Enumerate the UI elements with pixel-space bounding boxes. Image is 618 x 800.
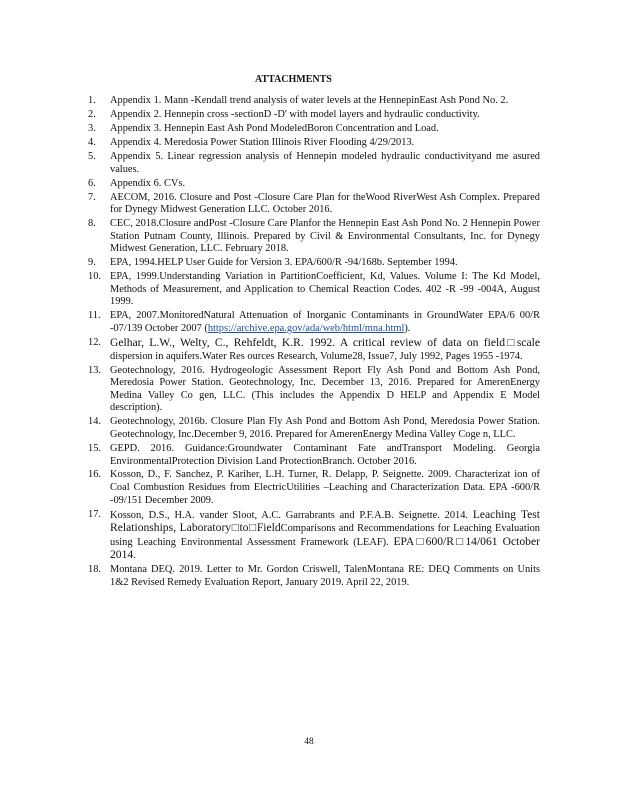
reference-text: Geotechnology, 2016b. Closure Plan Fly Ash Pond and Bottom Ash Pond, Meredosia Power Station. Geotechnology, Inc.December 9, 2016. Prepared for AmerenEnergy Medina Valley Coge n, LLC. — [110, 416, 540, 440]
reference-item-12 — [84, 337, 540, 363]
reference-number: 7. — [88, 191, 96, 203]
reference-item-4 — [84, 137, 540, 150]
reference-text: EPA, 1999.Understanding Variation in PartitionCoefficient, Kd, Values. Volume I: The Kd Model, Methods of Measurement, and Application to Chemical Reaction Codes. 402 -R -99 -004A, August 1999. — [110, 271, 540, 308]
reference-text: EPA, 2007.MonitoredNatural Attenuation of Inorganic Contaminants in GroundWater EPA/6 00/R -07/139 October 2007 ( — [110, 310, 540, 334]
reference-text: Appendix 6. CVs. — [110, 177, 186, 189]
reference-item-2 — [84, 109, 540, 122]
reference-text: CEC, 2018.Closure andPost -Closure Care Planfor the Hennepin East Ash Pond No. 2 Hennepin Power Station Putnam County, Illinois. Prepared by Civil & Environmental Consultants, Inc. for Dynegy Midwest Generation, LLC. February 2018. — [110, 218, 540, 255]
reference-item-10 — [84, 271, 540, 309]
reference-text: Geotechnology, 2016. Hydrogeologic Assessment Report Fly Ash Pond and Bottom Ash Pond, Meredosia Power Station. Geotechnology, Inc. December 13, 2016. Prepared for AmerenEnergy Medina Valley Co gen, LLC. (This includes the Appendix D HELP and Appendix E Model description). — [110, 364, 540, 414]
reference-number: 15. — [88, 442, 101, 454]
reference-text-after: Comparisons and Recommendations for Leaching Evaluation using Leaching Environmental Assessment Framework (LEAF). — [110, 523, 541, 548]
reference-number: 5. — [88, 150, 96, 162]
reference-item-7 — [84, 192, 540, 217]
reference-text: Kosson, D.S., H.A. vander Sloot, A.C. Garrabrants and P.F.A.B. Seignette. 2014. — [110, 509, 473, 521]
reference-item-11 — [84, 310, 540, 335]
reference-text-large: Gelhar, L.W., Welty, C., Rehfeldt, K.R. 1992. A critical review of data on field□scale — [110, 335, 540, 349]
reference-number: 18. — [88, 564, 101, 576]
reference-number: 10. — [88, 271, 101, 283]
reference-text-wrap — [110, 337, 540, 363]
reference-list — [84, 95, 540, 591]
reference-number: 11. — [88, 310, 101, 322]
reference-number: 1. — [88, 95, 96, 106]
epa-mna-link[interactable]: https://archive.epa.gov/ada/web/html/mna.html — [207, 323, 405, 334]
reference-number: 12. — [88, 336, 101, 348]
reference-item-14 — [84, 416, 540, 441]
reference-text-wrap — [110, 509, 540, 563]
reference-item-8 — [84, 218, 540, 256]
reference-number: 13. — [88, 364, 101, 376]
reference-text: Appendix 5. Linear regression analysis of Hennepin modeled hydraulic conductivityand me asured values. — [110, 150, 540, 175]
reference-text-large-end: EPA□600/R□14/061 October 2014. — [110, 534, 540, 562]
reference-number: 3. — [88, 122, 96, 134]
reference-number: 4. — [88, 136, 96, 148]
reference-text: EPA, 1994.HELP User Guide for Version 3. EPA/600/R -94/168b. September 1994. — [110, 257, 458, 269]
reference-text: Appendix 3. Hennepin East Ash Pond ModeledBoron Concentration and Load. — [110, 122, 439, 134]
reference-item-1 — [84, 95, 540, 108]
reference-number: 2. — [88, 108, 96, 120]
reference-text: Appendix 4. Meredosia Power Station Illinois River Flooding 4/29/2013. — [110, 136, 415, 148]
reference-text: Kosson, D., F. Sanchez, P. Kariher, L.H. Turner, R. Delapp, P. Seignette. 2009. Characterizat ion of Coal Combustion Residues from ElectricUtilities –Leaching and Characterization Data. EPA -600/R -09/151 December 2009. — [110, 469, 540, 506]
reference-text-after: ). — [404, 323, 411, 334]
reference-item-3 — [84, 123, 540, 136]
reference-text-large: Leaching Test Relationships, Laboratory□to□Field — [110, 507, 540, 535]
reference-text: AECOM, 2016. Closure and Post -Closure Care Plan for theWood RiverWest Ash Complex. Prepared for Dynegy Midwest Generation LLC. October 2016. — [110, 191, 540, 216]
reference-item-16 — [84, 469, 540, 507]
reference-item-15 — [84, 443, 540, 468]
attachments-heading: ATTACHMENTS — [255, 74, 332, 85]
reference-text: GEPD. 2016. Guidance:Groundwater Contaminant Fate andTransport Modeling. Georgia EnvironmentalProtection Division Land ProtectionBranch. October 2016. — [110, 442, 540, 467]
reference-item-6 — [84, 178, 540, 191]
reference-text: Appendix 1. Mann -Kendall trend analysis of water levels at the HennepinEast Ash Pond No. 2. — [110, 95, 509, 106]
reference-number: 9. — [88, 257, 96, 269]
reference-text-wrap — [110, 310, 540, 335]
reference-item-9 — [84, 257, 540, 270]
reference-item-5 — [84, 151, 540, 176]
reference-number: 6. — [88, 177, 96, 189]
reference-item-18 — [84, 564, 540, 589]
reference-text: dispersion in aquifers.Water Res ources Research, Volume28, Issue7, July 1992, Pages 1955 -1974. — [110, 350, 523, 362]
reference-text: Montana DEQ. 2019. Letter to Mr. Gordon Criswell, TalenMontana RE: DEQ Comments on Units 1&2 Revised Remedy Evaluation Report, January 2019. April 22, 2019. — [110, 564, 540, 589]
reference-number: 16. — [88, 469, 101, 481]
page-number: 48 — [304, 737, 314, 747]
reference-text: Appendix 2. Hennepin cross -sectionD -D' with model layers and hydraulic conductivity. — [110, 108, 480, 120]
reference-number: 8. — [88, 218, 96, 230]
reference-item-17 — [84, 509, 540, 563]
reference-number: 17. — [88, 508, 101, 520]
reference-item-13 — [84, 365, 540, 415]
reference-number: 14. — [88, 416, 101, 428]
